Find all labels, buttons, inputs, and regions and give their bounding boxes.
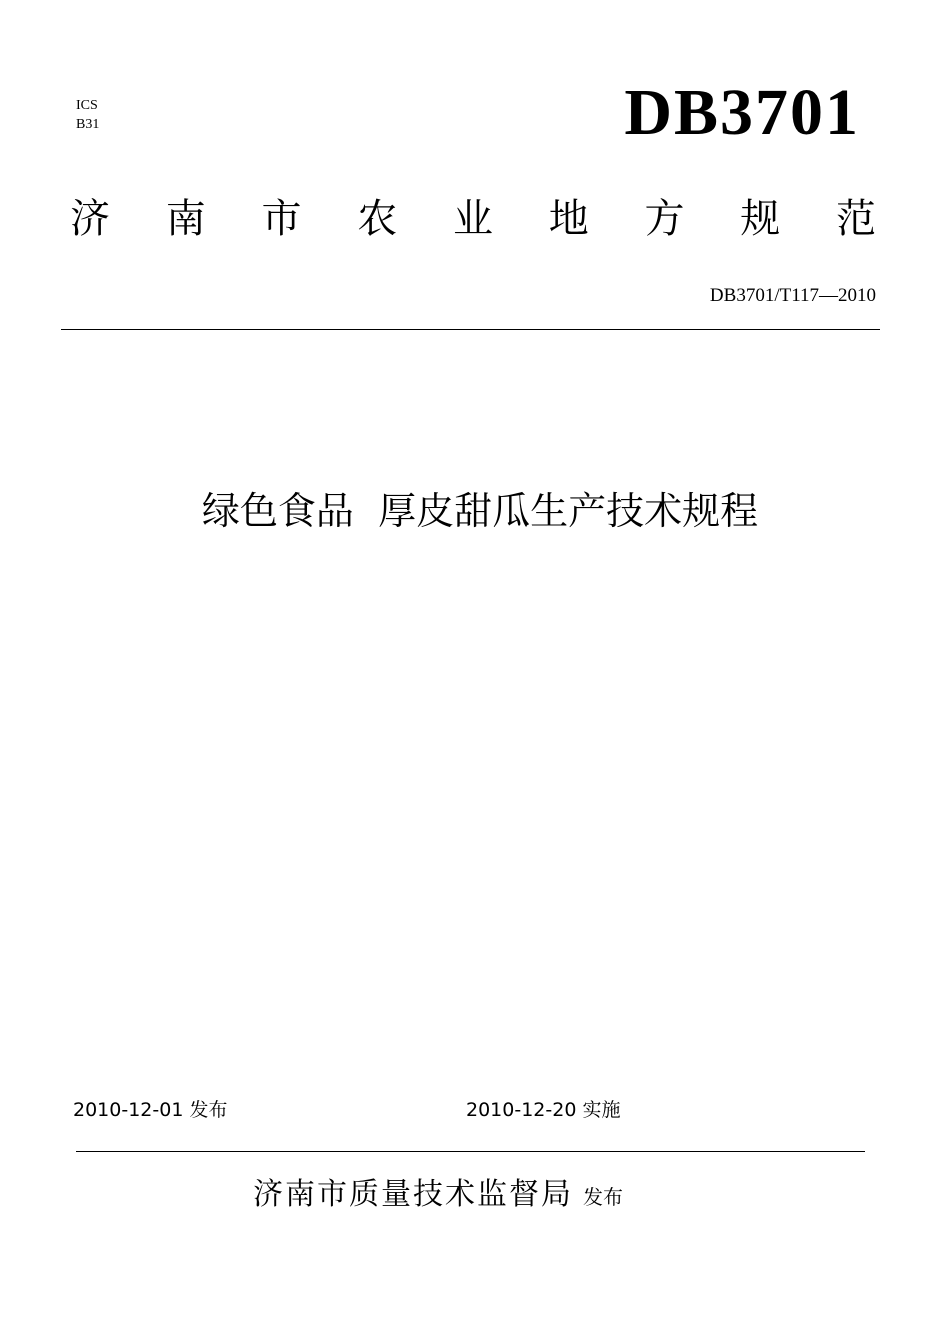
standard-category-char: 方: [644, 196, 685, 242]
implementation-date: 2010-12-20 实施: [466, 1099, 621, 1121]
issue-date: 2010-12-01 发布: [73, 1099, 228, 1121]
standard-code: DB3701: [624, 76, 860, 149]
standard-category-char: 地: [548, 196, 589, 242]
document-title: 绿色食品 厚皮甜瓜生产技术规程: [201, 489, 759, 533]
standard-number: DB3701/T117—2010: [709, 285, 876, 306]
footer-divider: [76, 1151, 865, 1152]
standard-category-char: 济: [70, 196, 110, 242]
standard-category: [70, 195, 876, 243]
classification-code: B31: [76, 117, 100, 132]
standard-category-char: 农: [357, 196, 398, 242]
issuer-name: 济南市质量技术监督局: [253, 1177, 573, 1212]
standard-category-char: 市: [261, 196, 302, 242]
standard-category-char: 范: [836, 196, 876, 242]
standard-category-char: 业: [453, 196, 493, 242]
issuer-suffix: 发布: [583, 1185, 623, 1209]
ics-label: ICS: [76, 98, 98, 113]
issuer: [253, 1176, 623, 1216]
standard-category-char: 规: [740, 196, 781, 242]
header-divider: [61, 329, 880, 330]
standard-category-char: 南: [165, 196, 206, 242]
